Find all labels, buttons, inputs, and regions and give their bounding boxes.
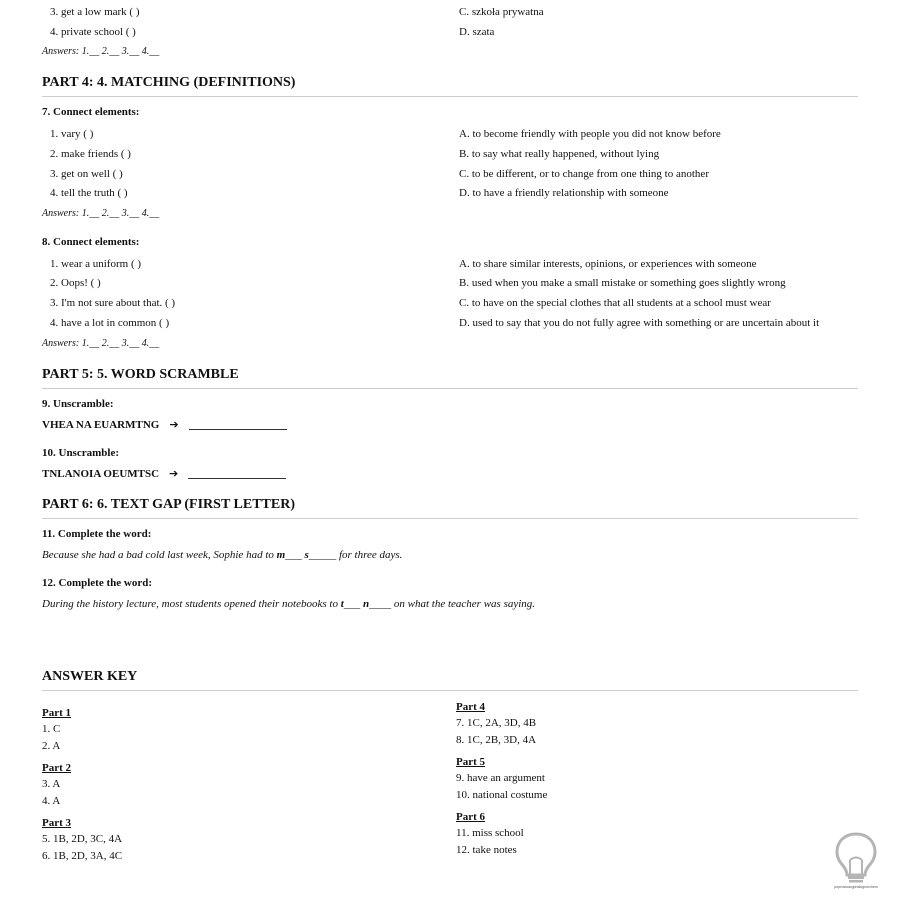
key-part-heading: Part 3 bbox=[42, 817, 72, 829]
scrambled-letters: VHEA NA EUARMTNG bbox=[42, 419, 160, 431]
sentence-text: on what the teacher was saying. bbox=[391, 598, 536, 610]
match-row bbox=[42, 293, 858, 313]
first-letter: m bbox=[276, 549, 286, 561]
match-left-item: 4. tell the truth ( ) bbox=[50, 187, 128, 199]
match-right-item: A. to share similar interests, opinions, or experiences with someone bbox=[459, 258, 757, 270]
key-answer: 4. A bbox=[42, 795, 61, 807]
key-answer: 2. A bbox=[42, 740, 61, 752]
match-left-item: 2. Oops! ( ) bbox=[50, 277, 101, 289]
match-right-item: B. to say what really happened, without lying bbox=[459, 148, 660, 160]
match-left-item: 1. vary ( ) bbox=[50, 128, 94, 140]
match-right-item: C. to be different, or to change from one thing to another bbox=[459, 168, 709, 180]
gap-blank[interactable]: _____ bbox=[308, 549, 337, 561]
match-right-item: B. used when you make a small mistake or something goes slightly wrong bbox=[459, 277, 786, 289]
logo-caption: poprostuangielskigrzechem bbox=[834, 885, 878, 889]
match-right-item: D. used to say that you do not fully agree with something or are uncertain about it bbox=[459, 317, 820, 329]
gap-sentence-11 bbox=[42, 547, 402, 563]
answer-key-title: ANSWER KEY bbox=[42, 668, 858, 691]
gap-blank[interactable]: ___ bbox=[343, 598, 364, 610]
arrow-right-icon: ➔ bbox=[169, 418, 179, 431]
gap-blank[interactable]: ___ bbox=[285, 549, 305, 561]
key-answer: 8. 1C, 2B, 3D, 4A bbox=[456, 734, 537, 746]
key-answer: 11. miss school bbox=[456, 827, 524, 839]
gap-blank[interactable]: ____ bbox=[369, 598, 392, 610]
key-answer: 3. A bbox=[42, 778, 61, 790]
match-left-item: 4. have a lot in common ( ) bbox=[50, 317, 170, 329]
match-left-item: 3. get on well ( ) bbox=[50, 168, 123, 180]
match-left-item: 3. I'm not sure about that. ( ) bbox=[50, 297, 176, 309]
gap-sentence-12 bbox=[42, 596, 535, 612]
sentence-text: During the history lecture, most students opened their notebooks to bbox=[42, 598, 341, 610]
part-5-title: PART 5: 5. WORD SCRAMBLE bbox=[42, 366, 858, 389]
answers-line: Answers: 1.__ 2.__ 3.__ 4.__ bbox=[42, 338, 160, 349]
match-row bbox=[42, 254, 858, 274]
match-row bbox=[42, 144, 858, 164]
key-part-heading: Part 2 bbox=[42, 762, 72, 774]
arrow-right-icon: ➔ bbox=[169, 467, 179, 480]
match-left-item: 2. make friends ( ) bbox=[50, 148, 131, 160]
answer-blank[interactable] bbox=[188, 466, 286, 479]
lightbulb-icon bbox=[826, 830, 886, 890]
key-part-heading: Part 5 bbox=[456, 756, 486, 768]
match-row bbox=[42, 183, 858, 203]
key-answer: 5. 1B, 2D, 3C, 4A bbox=[42, 833, 123, 845]
key-part-heading: Part 1 bbox=[42, 707, 72, 719]
answer-blank[interactable] bbox=[189, 417, 287, 430]
key-answer: 10. national costume bbox=[456, 789, 548, 801]
answers-line: Answers: 1.__ 2.__ 3.__ 4.__ bbox=[42, 208, 160, 219]
answer-key-left-column bbox=[42, 705, 422, 865]
scramble-10 bbox=[42, 466, 286, 482]
match-right-item: D. szata bbox=[459, 26, 495, 38]
part-4-title: PART 4: 4. MATCHING (DEFINITIONS) bbox=[42, 74, 858, 97]
key-part-heading: Part 6 bbox=[456, 811, 486, 823]
key-answer: 7. 1C, 2A, 3D, 4B bbox=[456, 717, 537, 729]
match-row bbox=[42, 22, 858, 42]
answer-key-right-column bbox=[456, 699, 836, 859]
match-row bbox=[42, 164, 858, 184]
key-answer: 6. 1B, 2D, 3A, 4C bbox=[42, 850, 123, 862]
match-left-item: 3. get a low mark ( ) bbox=[50, 6, 140, 18]
match-right-item: D. to have a friendly relationship with someone bbox=[459, 187, 669, 199]
first-letter: t bbox=[340, 598, 344, 610]
first-letter: n bbox=[363, 598, 370, 610]
sentence-text: for three days. bbox=[336, 549, 403, 561]
scrambled-letters: TNLANOIA OEUMTSC bbox=[42, 468, 160, 480]
part-6-title: PART 6: 6. TEXT GAP (FIRST LETTER) bbox=[42, 496, 858, 519]
scramble-9 bbox=[42, 417, 287, 433]
match-row bbox=[42, 273, 858, 293]
key-answer: 12. take notes bbox=[456, 844, 517, 856]
site-logo bbox=[826, 830, 886, 890]
key-part-heading: Part 4 bbox=[456, 701, 486, 713]
question-9-title: 9. Unscramble: bbox=[42, 398, 114, 410]
answers-line: Answers: 1.__ 2.__ 3.__ 4.__ bbox=[42, 46, 160, 57]
match-right-item: C. szkoła prywatna bbox=[459, 6, 544, 18]
match-right-item: C. to have on the special clothes that all students at a school must wear bbox=[459, 297, 771, 309]
first-letter: s bbox=[304, 549, 309, 561]
match-right-item: A. to become friendly with people you did not know before bbox=[459, 128, 721, 140]
question-8-title: 8. Connect elements: bbox=[42, 236, 140, 248]
key-answer: 9. have an argument bbox=[456, 772, 545, 784]
match-row bbox=[42, 124, 858, 144]
match-left-item: 1. wear a uniform ( ) bbox=[50, 258, 142, 270]
match-row bbox=[42, 313, 858, 333]
question-10-title: 10. Unscramble: bbox=[42, 447, 119, 459]
question-11-title: 11. Complete the word: bbox=[42, 528, 152, 540]
question-12-title: 12. Complete the word: bbox=[42, 577, 152, 589]
question-7-title: 7. Connect elements: bbox=[42, 106, 140, 118]
match-row bbox=[42, 2, 858, 22]
sentence-text: Because she had a bad cold last week, Sophie had to bbox=[42, 549, 277, 561]
key-answer: 1. C bbox=[42, 723, 61, 735]
match-left-item: 4. private school ( ) bbox=[50, 26, 136, 38]
